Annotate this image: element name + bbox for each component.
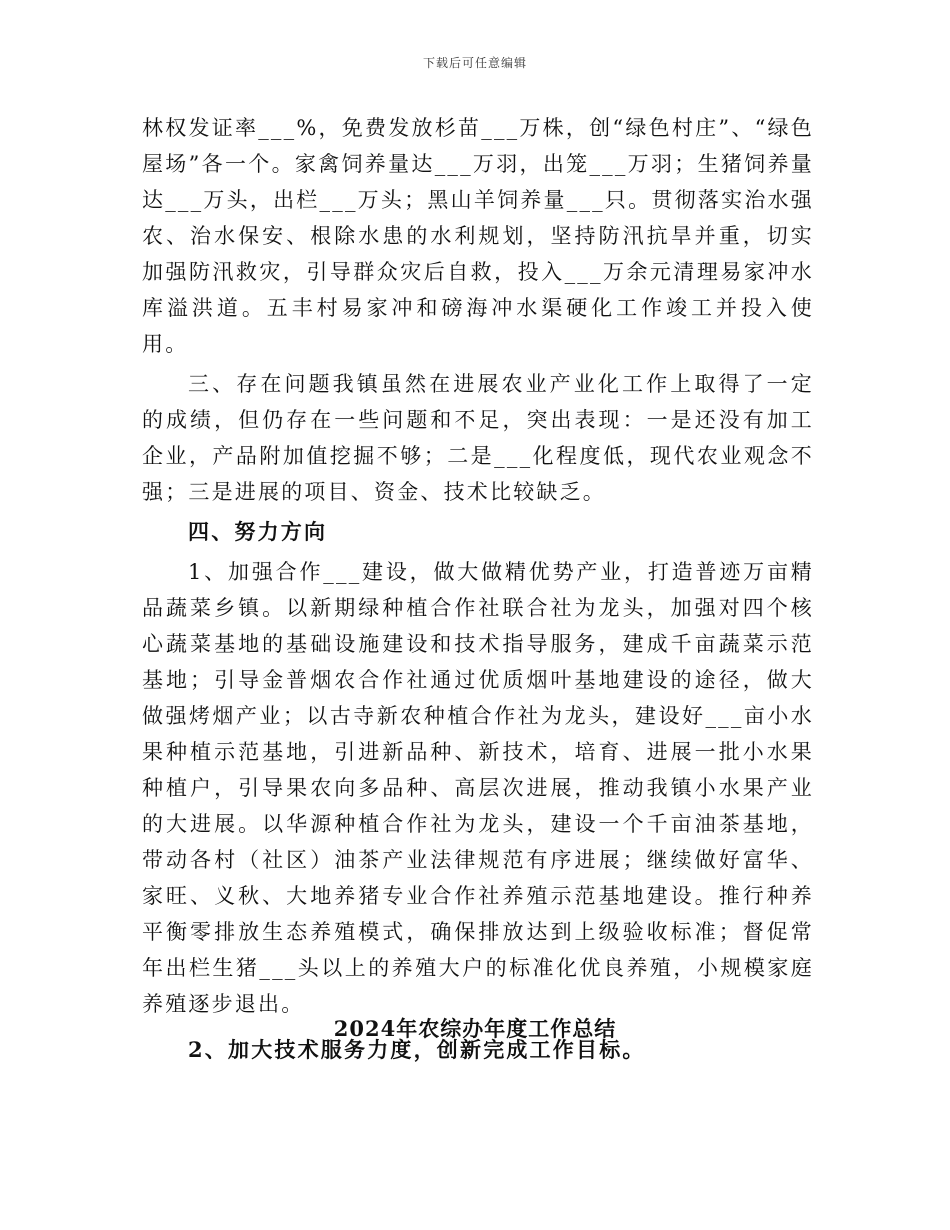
document-body: [142, 110, 814, 1068]
section-heading-direction: 四、努力方向: [188, 519, 328, 544]
document-title: 2024年农综办年度工作总结: [333, 1016, 617, 1041]
paragraph-cooperation: 1、加强合作___建设，做大做精优势产业，打造普迹万亩精品蔬菜乡镇。以新期绿种植合作社联合社为龙头，加强对四个核心蔬菜基地的基础设施建设和技术指导服务，建成千亩蔬菜示范基地；引导金普烟农合作社通过优质烟叶基地建设的途径，做大做强烤烟产业；以古寺新农种植合作社为龙头，建设好___亩小水果种植示范基地，引进新品种、新技术，培育、进展一批小水果种植户，引导果农向多品种、高层次进展，推动我镇小水果产业的大进展。以华源种植合作社为龙头，建设一个千亩油茶基地，带动各村（社区）油茶产业法律规范有序进展；继续做好富华、家旺、义秋、大地养猪专业合作社养殖示范基地建设。推行种养平衡零排放生态养殖模式，确保排放达到上级验收标准；督促常年出栏生猪___头以上的养殖大户的标准化优良养殖，小规模家庭养殖逐步退出。: [142, 560, 814, 1016]
subheading-tech-service: 2、加大技术服务力度，创新完成工作目标。: [188, 1037, 646, 1062]
paragraph-forestry-livestock: 林权发证率___%，免费发放杉苗___万株，创“绿色村庄”、“绿色屋场”各一个。家禽饲养量达___万羽，出笼___万羽；生猪饲养量达___万头，出栏___万头；黑山羊饲养量___只。贯彻落实治水强农、治水保安、根除水患的水利规划，坚持防汛抗旱并重，切实加强防汛救灾，引导群众灾后自救，投入___万余元清理易家冲水库溢洪道。五丰村易家冲和磅海冲水渠硬化工作竣工并投入使用。: [142, 116, 814, 356]
paragraph-problems: 三、存在问题我镇虽然在进展农业产业化工作上取得了一定的成绩，但仍存在一些问题和不足，突出表现：一是还没有加工企业，产品附加值挖掘不够；二是___化程度低，现代农业观念不强；三是进展的项目、资金、技术比较缺乏。: [142, 372, 814, 504]
header-note: 下载后可任意编辑: [422, 56, 527, 70]
